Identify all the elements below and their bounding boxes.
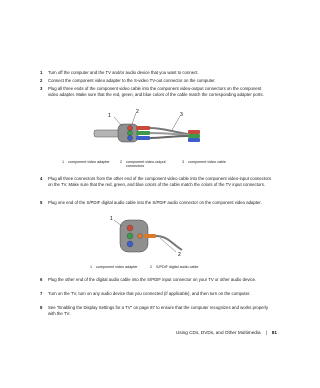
caption-number: 1 — [62, 160, 65, 164]
step-text: Plug the other end of the digital audio cable into the S/PDIF input connector on your TV or other audio device. — [48, 277, 257, 282]
step-text: Turn on the TV, turn on any audio device that you connected (if applicable), and then turn on the computer. — [48, 291, 251, 296]
callout-3: 3 — [180, 112, 183, 118]
footer-separator: | — [265, 330, 267, 335]
step-number: 7 — [40, 291, 43, 296]
step-6 — [40, 277, 272, 283]
caption-text: component video adapter — [96, 265, 138, 269]
figure2-caption-2 — [150, 265, 198, 269]
caption-text: component video-output — [126, 160, 166, 164]
caption-text: S/PDIF digital audio cable — [156, 265, 199, 269]
step-number: 1 — [40, 70, 43, 75]
step-1 — [40, 70, 272, 76]
caption-number: 1 — [90, 265, 93, 269]
step-text: Turn off the computer and the TV and/or audio device that you want to connect. — [48, 70, 199, 75]
callout-1: 1 — [108, 113, 111, 119]
step-5 — [40, 200, 272, 206]
caption-text: component video cable — [188, 160, 226, 164]
step-3 — [40, 86, 272, 98]
figure1-caption-1 — [62, 160, 110, 164]
step-text: See "Enabling the Display Settings for a TV" on page 87 to ensure that the computer recognizes and works properly with the TV. — [48, 305, 269, 317]
step-text: Connect the component video adapter to the S-video TV-out connector on the computer. — [48, 78, 216, 83]
step-4 — [40, 176, 272, 188]
component-video-adapter-illustration — [120, 220, 148, 252]
spdif-cable-illustration — [144, 234, 182, 250]
figure1-caption-3 — [182, 160, 226, 164]
component-video-adapter-figure — [92, 108, 218, 152]
spdif-audio-cable-figure — [100, 212, 200, 262]
caption-text-continued: connectors — [126, 164, 145, 169]
page-number: 81 — [271, 330, 277, 335]
step-number: 5 — [40, 200, 43, 205]
step-number: 8 — [40, 305, 43, 310]
caption-number: 2 — [150, 265, 153, 269]
step-number: 6 — [40, 277, 43, 282]
callout-1: 1 — [110, 216, 113, 222]
caption-number: 2 — [120, 160, 123, 164]
caption-number: 3 — [182, 160, 185, 164]
figure1-caption-2 — [120, 160, 166, 169]
step-2 — [40, 78, 272, 84]
callout-2: 2 — [136, 109, 139, 115]
component-video-cable-illustration — [136, 126, 200, 142]
callout-2: 2 — [178, 252, 181, 258]
step-text: Plug all three connectors from the other end of the component video cable into the component video-input connectors on the TV. Make sure that the red, green, and blue colors of the cable match the colors of the TV input connectors. — [48, 176, 272, 188]
step-number: 4 — [40, 176, 43, 181]
step-8 — [40, 305, 272, 317]
page-footer — [176, 330, 277, 335]
step-7 — [40, 291, 272, 297]
step-text: Plug all three ends of the component video cable into the component video-output connectors on the component video adapter. Make sure that the red, green, and blue colors of the cable match the corresponding adapter ports. — [48, 86, 264, 98]
component-video-adapter-illustration — [94, 124, 138, 142]
step-text: Plug one end of the S/PDIF digital audio cable into the S/PDIF audio connector on the component video adapter. — [48, 200, 262, 205]
step-number: 2 — [40, 78, 43, 83]
caption-text: component video adapter — [68, 160, 110, 164]
figure2-caption-1 — [90, 265, 138, 269]
footer-section-title: Using CDs, DVDs, and Other Multimedia — [175, 330, 261, 335]
step-number: 3 — [40, 86, 43, 91]
